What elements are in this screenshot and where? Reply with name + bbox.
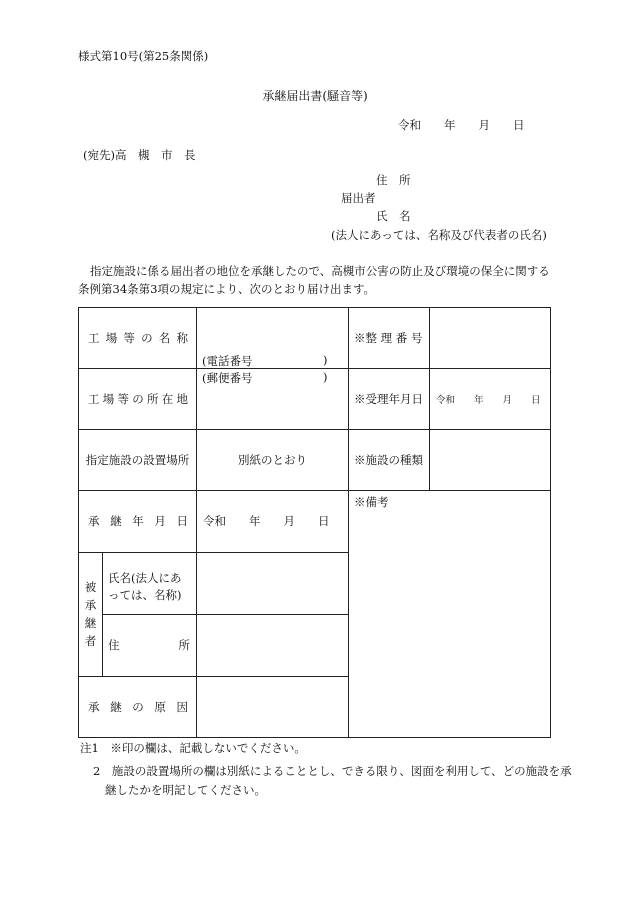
factory-name-label: 工 場 等 の 名 称	[88, 330, 188, 345]
facility-type-label: ※施設の種類	[354, 452, 423, 467]
predecessor-address-field[interactable]	[197, 615, 347, 675]
predecessor-label: 被 承 継 者	[84, 580, 97, 648]
factory-address-field[interactable]	[197, 384, 347, 428]
phone-close: )	[323, 353, 328, 367]
registry-number-label: ※整 理 番 号	[354, 330, 423, 345]
cause-label: 承 継 の 原 因	[88, 699, 188, 714]
table-line	[550, 307, 551, 737]
install-place-label: 指定施設の設置場所	[85, 452, 190, 467]
note-2: 2 施設の設置場所の欄は別紙によることとし、できる限り、図面を利用して、どの施設を承継したかを明記してください。	[93, 764, 572, 797]
corporate-name-note: (法人にあっては、名称及び代表者の氏名)	[331, 228, 547, 242]
form-number: 様式第10号(第25条関係)	[78, 49, 209, 63]
applicant-name-label: 氏 名	[376, 209, 411, 223]
cause-field[interactable]	[197, 677, 347, 736]
predecessor-name-label	[108, 570, 182, 604]
table-line	[102, 552, 103, 676]
install-place-value: 別紙のとおり	[238, 452, 307, 467]
postal-close: )	[323, 370, 328, 384]
succession-date-value: 令和 年 月 日	[203, 514, 330, 528]
remarks-field[interactable]	[349, 510, 550, 736]
succession-date-label: 承 継 年 月 日	[88, 514, 188, 528]
predecessor-name-field[interactable]	[197, 553, 347, 613]
predecessor-address-label: 住 所	[108, 638, 190, 652]
facility-type-field[interactable]	[430, 430, 550, 490]
note-1: 注1 ※印の欄は、記載しないでください。	[80, 741, 306, 755]
remarks-label: ※備考	[354, 495, 389, 509]
received-date-value: 令和 年 月 日	[436, 394, 541, 406]
document-title: 承継届出書(騒音等)	[262, 89, 368, 103]
predecessor-name-label-line2: っては、名称)	[108, 588, 182, 602]
addressee: (宛先)高 槻 市 長	[83, 148, 196, 162]
applicant-address-label: 住 所	[376, 173, 411, 187]
intro-paragraph: 指定施設に係る届出者の地位を承継したので、高槻市公害の防止及び環境の保全に関する条例第34条第3項の規定により、次のとおり届け出ます。	[78, 264, 550, 296]
table-line	[78, 737, 551, 738]
applicant-label: 届出者	[341, 191, 376, 205]
submission-date: 令和 年 月 日	[398, 118, 525, 132]
postal-label: (郵便番号	[202, 371, 253, 385]
received-date-label: ※受理年月日	[354, 391, 423, 406]
phone-label: (電話番号	[202, 354, 253, 368]
predecessor-name-label-line1: 氏名(法人にあ	[108, 571, 182, 585]
factory-address-label: 工 場 等 の 所 在 地	[88, 391, 188, 406]
registry-number-field[interactable]	[430, 308, 550, 368]
